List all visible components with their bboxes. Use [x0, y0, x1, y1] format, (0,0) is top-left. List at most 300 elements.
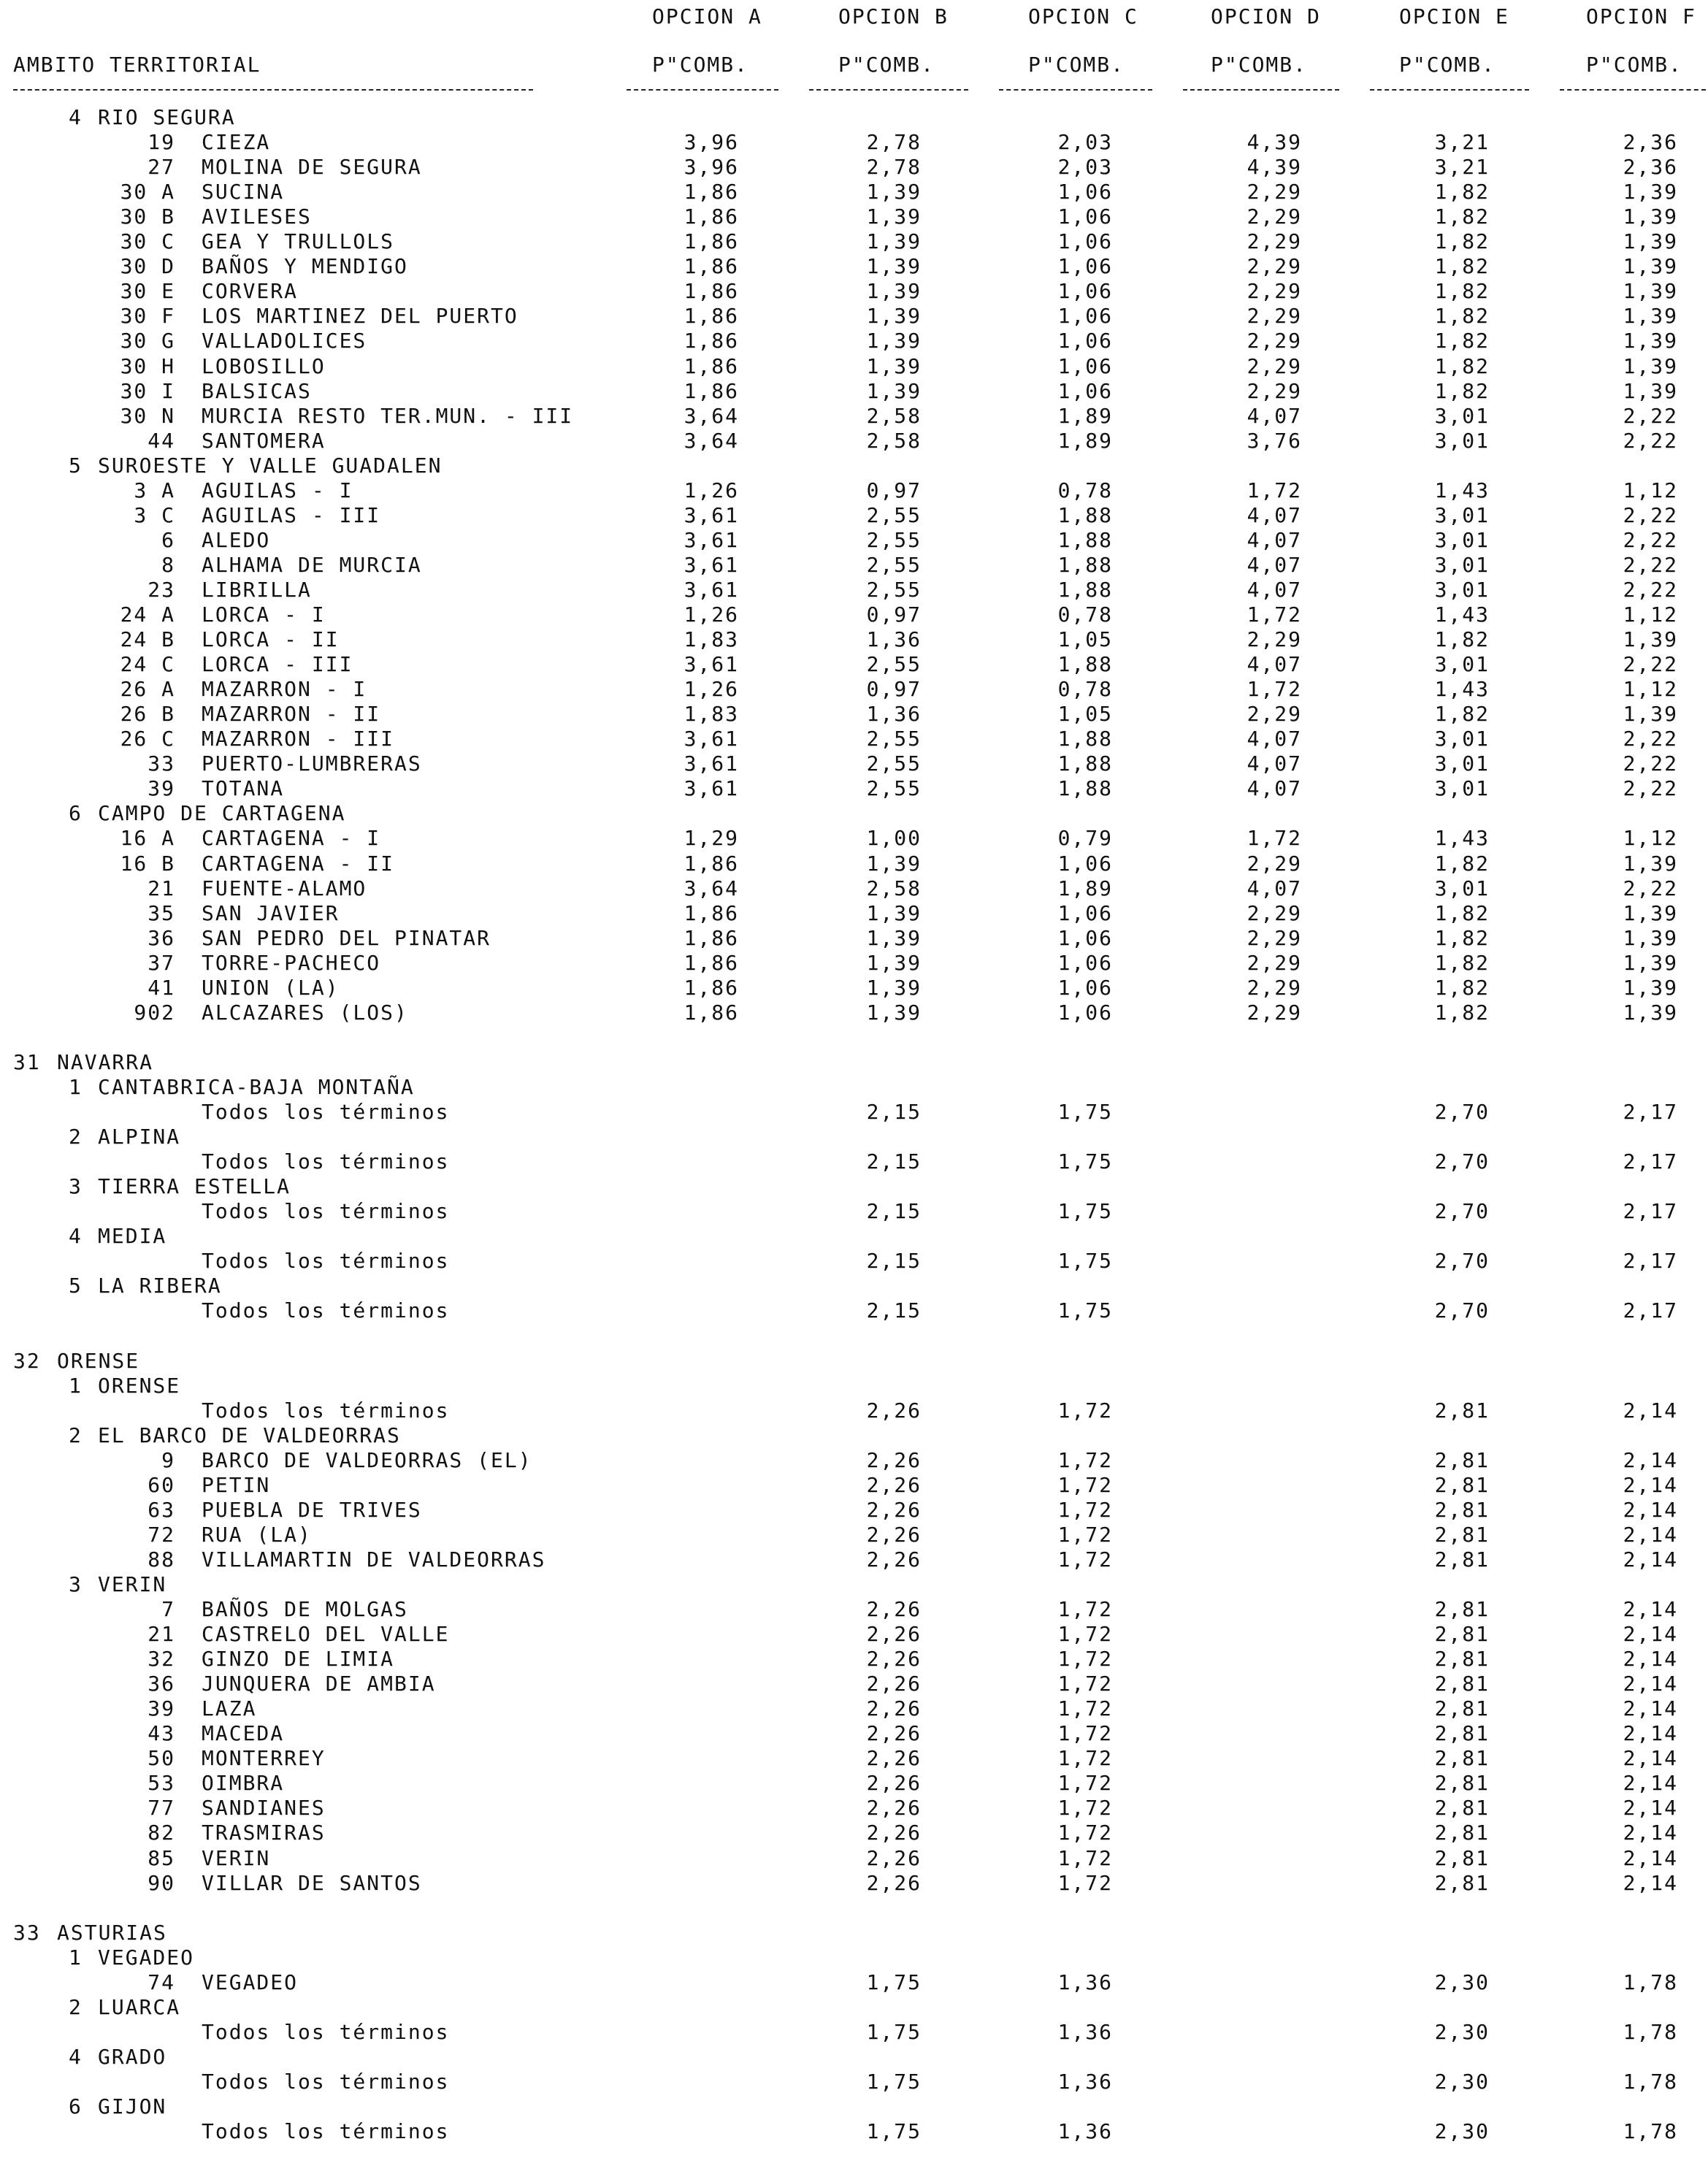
value-option-f: 1,39: [1623, 925, 1678, 950]
value-option-e: 1,82: [1434, 627, 1490, 652]
value-option-c: 0,78: [1057, 677, 1113, 702]
value-option-e: 1,82: [1434, 279, 1490, 304]
value-option-c: 1,88: [1057, 577, 1113, 602]
option-f-heading: OPCION F: [1586, 4, 1696, 28]
value-option-b: 1,39: [866, 1000, 922, 1025]
value-option-d: 4,07: [1246, 577, 1302, 602]
value-option-b: 2,55: [866, 751, 922, 776]
municipality-name: MAZARRON - I: [202, 677, 367, 702]
municipality-name: BARCO DE VALDEORRAS (EL): [202, 1447, 532, 1472]
comarca-name: EL BARCO DE VALDEORRAS: [98, 1423, 401, 1447]
value-option-a: 3,61: [683, 502, 739, 527]
value-option-a: 1,83: [683, 627, 739, 652]
municipality-code: 77: [148, 1796, 175, 1821]
value-option-c: 1,06: [1057, 1000, 1113, 1025]
municipality-name: LORCA - III: [202, 652, 353, 677]
value-option-f: 2,22: [1623, 727, 1678, 751]
municipality-code: 53: [148, 1771, 175, 1796]
value-option-b: 1,39: [866, 950, 922, 975]
value-option-c: 1,88: [1057, 502, 1113, 527]
option-c-heading: OPCION C: [1028, 4, 1138, 28]
value-option-c: 1,05: [1057, 702, 1113, 727]
municipality-name: ALCAZARES (LOS): [202, 1000, 408, 1025]
municipality-code: 90: [148, 1870, 175, 1895]
municipality-code: 21: [148, 876, 175, 900]
municipality-code: 24 C: [120, 652, 175, 677]
value-option-e: 1,43: [1434, 478, 1490, 502]
value-option-b: 1,36: [866, 702, 922, 727]
value-option-f: 2,14: [1623, 1870, 1678, 1895]
option-a-heading: OPCION A: [652, 4, 762, 28]
municipality-name: PUERTO-LUMBRERAS: [202, 751, 422, 776]
value-option-e: 2,81: [1434, 1771, 1490, 1796]
value-option-b: 2,15: [866, 1100, 922, 1124]
municipality-name: BALSICAS: [202, 378, 312, 403]
value-option-b: 1,36: [866, 627, 922, 652]
municipality-name: SAN JAVIER: [202, 900, 340, 925]
value-option-d: 4,39: [1246, 155, 1302, 180]
comarca-code: 4: [69, 105, 83, 129]
value-option-f: 1,39: [1623, 900, 1678, 925]
municipality-name: AGUILAS - III: [202, 502, 381, 527]
value-option-b: 2,55: [866, 727, 922, 751]
value-option-b: 2,26: [866, 1497, 922, 1522]
municipality-code: 30 D: [120, 254, 175, 279]
value-option-e: 2,70: [1434, 1100, 1490, 1124]
municipality-code: 8: [161, 552, 175, 577]
value-option-f: 2,14: [1623, 1746, 1678, 1771]
value-option-e: 3,01: [1434, 776, 1490, 801]
value-option-d: 2,29: [1246, 975, 1302, 1000]
municipality-name: PUEBLA DE TRIVES: [202, 1497, 422, 1522]
value-option-d: 4,07: [1246, 727, 1302, 751]
value-option-b: 1,39: [866, 204, 922, 229]
header-underline-b: [809, 89, 968, 91]
value-option-c: 1,06: [1057, 180, 1113, 204]
value-option-e: 2,70: [1434, 1149, 1490, 1174]
value-option-b: 1,75: [866, 1970, 922, 1994]
value-option-e: 2,81: [1434, 1672, 1490, 1696]
comarca-code: 1: [69, 1074, 83, 1099]
value-option-d: 4,07: [1246, 502, 1302, 527]
all-terms-label: Todos los términos: [202, 1249, 450, 1274]
comarca-code: 4: [69, 1224, 83, 1249]
value-option-f: 2,14: [1623, 1821, 1678, 1845]
value-option-b: 1,39: [866, 925, 922, 950]
province-code: 31: [13, 1049, 41, 1074]
value-option-f: 1,39: [1623, 353, 1678, 378]
municipality-name: ALHAMA DE MURCIA: [202, 552, 422, 577]
municipality-name: ALEDO: [202, 527, 271, 552]
value-option-b: 2,15: [866, 1199, 922, 1224]
value-option-b: 1,39: [866, 254, 922, 279]
province-name: ORENSE: [57, 1348, 140, 1373]
municipality-name: MURCIA RESTO TER.MUN. - III: [202, 403, 574, 428]
value-option-d: 4,07: [1246, 527, 1302, 552]
value-option-f: 2,14: [1623, 1472, 1678, 1497]
value-option-f: 2,22: [1623, 776, 1678, 801]
value-option-c: 1,88: [1057, 552, 1113, 577]
all-terms-label: Todos los términos: [202, 1199, 450, 1224]
value-option-a: 3,61: [683, 727, 739, 751]
comarca-code: 6: [69, 801, 83, 826]
value-option-b: 1,39: [866, 329, 922, 353]
value-option-c: 1,88: [1057, 727, 1113, 751]
value-option-b: 2,78: [866, 130, 922, 155]
municipality-code: 3 C: [134, 502, 175, 527]
value-option-b: 2,55: [866, 652, 922, 677]
value-option-d: 4,07: [1246, 776, 1302, 801]
value-option-e: 2,81: [1434, 1746, 1490, 1771]
value-option-c: 1,72: [1057, 1622, 1113, 1647]
comarca-code: 5: [69, 453, 83, 478]
value-option-f: 1,39: [1623, 950, 1678, 975]
all-terms-label: Todos los términos: [202, 2119, 450, 2144]
value-option-f: 2,17: [1623, 1249, 1678, 1274]
value-option-e: 2,30: [1434, 2119, 1490, 2144]
municipality-name: LORCA - I: [202, 602, 326, 627]
value-option-c: 1,75: [1057, 1100, 1113, 1124]
value-option-f: 2,14: [1623, 1796, 1678, 1821]
province-code: 32: [13, 1348, 41, 1373]
municipality-code: 43: [148, 1721, 175, 1746]
value-option-b: 1,39: [866, 304, 922, 329]
value-option-f: 2,14: [1623, 1721, 1678, 1746]
municipality-code: 6: [161, 527, 175, 552]
value-option-b: 1,75: [866, 2069, 922, 2094]
value-option-e: 1,82: [1434, 304, 1490, 329]
value-option-e: 3,01: [1434, 652, 1490, 677]
province-name: ASTURIAS: [57, 1920, 167, 1945]
value-option-e: 2,81: [1434, 1647, 1490, 1672]
municipality-code: 23: [148, 577, 175, 602]
value-option-c: 1,72: [1057, 1547, 1113, 1572]
comarca-code: 2: [69, 1125, 83, 1149]
value-option-b: 2,26: [866, 1771, 922, 1796]
value-option-b: 1,39: [866, 353, 922, 378]
value-option-f: 2,14: [1623, 1771, 1678, 1796]
value-option-b: 2,55: [866, 577, 922, 602]
value-option-e: 1,82: [1434, 329, 1490, 353]
municipality-code: 44: [148, 428, 175, 453]
municipality-name: UNION (LA): [202, 975, 340, 1000]
municipality-name: CARTAGENA - I: [202, 826, 381, 851]
comarca-name: LA RIBERA: [98, 1274, 222, 1298]
municipality-code: 82: [148, 1821, 175, 1845]
value-option-a: 1,86: [683, 378, 739, 403]
value-option-d: 4,07: [1246, 876, 1302, 900]
option-e-unit: P"COMB.: [1399, 53, 1496, 77]
municipality-code: 41: [148, 975, 175, 1000]
municipality-code: 88: [148, 1547, 175, 1572]
value-option-e: 3,01: [1434, 577, 1490, 602]
value-option-d: 2,29: [1246, 204, 1302, 229]
value-option-b: 2,26: [866, 1547, 922, 1572]
header-underline-c: [999, 89, 1152, 91]
value-option-d: 2,29: [1246, 304, 1302, 329]
province-name: NAVARRA: [57, 1049, 154, 1074]
option-b-heading: OPCION B: [838, 4, 949, 28]
municipality-name: LOBOSILLO: [202, 353, 326, 378]
municipality-name: MACEDA: [202, 1721, 285, 1746]
value-option-c: 1,72: [1057, 1672, 1113, 1696]
municipality-name: PETIN: [202, 1472, 271, 1497]
municipality-name: AVILESES: [202, 204, 312, 229]
municipality-name: TORRE-PACHECO: [202, 950, 381, 975]
value-option-c: 1,06: [1057, 925, 1113, 950]
municipality-name: CIEZA: [202, 130, 271, 155]
municipality-code: 37: [148, 950, 175, 975]
value-option-b: 2,26: [866, 1672, 922, 1696]
municipality-name: AGUILAS - I: [202, 478, 353, 502]
municipality-name: LAZA: [202, 1696, 257, 1721]
value-option-b: 2,55: [866, 552, 922, 577]
header-underline-d: [1183, 89, 1339, 91]
header-underline-f: [1560, 89, 1706, 91]
value-option-b: 1,39: [866, 975, 922, 1000]
value-option-d: 2,29: [1246, 627, 1302, 652]
header-underline-a: [627, 89, 778, 91]
value-option-e: 2,81: [1434, 1547, 1490, 1572]
value-option-a: 3,61: [683, 527, 739, 552]
all-terms-label: Todos los términos: [202, 1149, 450, 1174]
value-option-e: 3,01: [1434, 428, 1490, 453]
value-option-e: 1,43: [1434, 826, 1490, 851]
value-option-b: 2,78: [866, 155, 922, 180]
value-option-a: 1,26: [683, 602, 739, 627]
municipality-code: 3 A: [134, 478, 175, 502]
value-option-c: 1,06: [1057, 329, 1113, 353]
value-option-c: 0,78: [1057, 602, 1113, 627]
value-option-a: 3,61: [683, 577, 739, 602]
value-option-e: 3,01: [1434, 552, 1490, 577]
municipality-code: 16 A: [120, 826, 175, 851]
value-option-c: 1,06: [1057, 279, 1113, 304]
value-option-a: 1,86: [683, 279, 739, 304]
value-option-e: 3,01: [1434, 403, 1490, 428]
municipality-code: 30 N: [120, 403, 175, 428]
value-option-f: 1,39: [1623, 378, 1678, 403]
value-option-e: 2,81: [1434, 1845, 1490, 1870]
value-option-c: 1,06: [1057, 900, 1113, 925]
value-option-b: 2,15: [866, 1149, 922, 1174]
municipality-code: 36: [148, 925, 175, 950]
municipality-name: LORCA - II: [202, 627, 340, 652]
value-option-b: 1,39: [866, 378, 922, 403]
value-option-e: 1,82: [1434, 204, 1490, 229]
value-option-c: 1,72: [1057, 1522, 1113, 1547]
value-option-f: 2,17: [1623, 1298, 1678, 1323]
header-underline-e: [1370, 89, 1529, 91]
value-option-e: 1,82: [1434, 229, 1490, 254]
value-option-e: 2,30: [1434, 2069, 1490, 2094]
municipality-name: MOLINA DE SEGURA: [202, 155, 422, 180]
value-option-c: 1,72: [1057, 1398, 1113, 1423]
comarca-name: SUROESTE Y VALLE GUADALEN: [98, 453, 443, 478]
value-option-c: 2,03: [1057, 130, 1113, 155]
value-option-b: 2,26: [866, 1845, 922, 1870]
value-option-a: 1,86: [683, 254, 739, 279]
municipality-code: 30 A: [120, 180, 175, 204]
value-option-b: 2,58: [866, 403, 922, 428]
municipality-code: 30 I: [120, 378, 175, 403]
value-option-c: 1,75: [1057, 1298, 1113, 1323]
value-option-e: 1,82: [1434, 1000, 1490, 1025]
value-option-d: 4,07: [1246, 652, 1302, 677]
value-option-a: 3,64: [683, 876, 739, 900]
value-option-d: 2,29: [1246, 254, 1302, 279]
value-option-c: 1,72: [1057, 1721, 1113, 1746]
comarca-name: ALPINA: [98, 1125, 181, 1149]
value-option-d: 2,29: [1246, 279, 1302, 304]
all-terms-label: Todos los términos: [202, 1100, 450, 1124]
value-option-f: 1,12: [1623, 677, 1678, 702]
value-option-b: 2,26: [866, 1721, 922, 1746]
municipality-code: 30 F: [120, 304, 175, 329]
comarca-name: VERIN: [98, 1572, 167, 1596]
value-option-e: 1,82: [1434, 851, 1490, 876]
municipality-name: LOS MARTINEZ DEL PUERTO: [202, 304, 518, 329]
value-option-b: 2,26: [866, 1696, 922, 1721]
value-option-e: 2,81: [1434, 1721, 1490, 1746]
comarca-name: CAMPO DE CARTAGENA: [98, 801, 346, 826]
value-option-a: 3,61: [683, 751, 739, 776]
value-option-c: 1,72: [1057, 1597, 1113, 1621]
value-option-c: 1,06: [1057, 229, 1113, 254]
comarca-code: 2: [69, 1423, 83, 1447]
municipality-name: OIMBRA: [202, 1771, 285, 1796]
value-option-e: 3,01: [1434, 502, 1490, 527]
value-option-d: 2,29: [1246, 900, 1302, 925]
municipality-name: CASTRELO DEL VALLE: [202, 1622, 450, 1647]
municipality-name: BAÑOS DE MOLGAS: [202, 1597, 408, 1621]
municipality-code: 30 G: [120, 329, 175, 353]
value-option-d: 4,07: [1246, 403, 1302, 428]
value-option-b: 0,97: [866, 478, 922, 502]
value-option-c: 1,72: [1057, 1870, 1113, 1895]
value-option-f: 2,17: [1623, 1149, 1678, 1174]
value-option-a: 1,29: [683, 826, 739, 851]
value-option-f: 2,14: [1623, 1845, 1678, 1870]
municipality-code: 30 B: [120, 204, 175, 229]
value-option-c: 1,88: [1057, 527, 1113, 552]
value-option-d: 2,29: [1246, 353, 1302, 378]
option-f-unit: P"COMB.: [1586, 53, 1683, 77]
value-option-c: 1,72: [1057, 1845, 1113, 1870]
value-option-e: 1,82: [1434, 925, 1490, 950]
value-option-f: 2,22: [1623, 527, 1678, 552]
value-option-f: 1,39: [1623, 702, 1678, 727]
value-option-d: 2,29: [1246, 851, 1302, 876]
municipality-name: JUNQUERA DE AMBIA: [202, 1672, 436, 1696]
comarca-code: 6: [69, 2094, 83, 2118]
municipality-name: SAN PEDRO DEL PINATAR: [202, 925, 491, 950]
municipality-name: SUCINA: [202, 180, 285, 204]
municipality-name: VILLAR DE SANTOS: [202, 1870, 422, 1895]
comarca-code: 5: [69, 1274, 83, 1298]
value-option-a: 1,86: [683, 975, 739, 1000]
municipality-code: 26 B: [120, 702, 175, 727]
value-option-e: 2,81: [1434, 1522, 1490, 1547]
comarca-name: VEGADEO: [98, 1945, 195, 1970]
municipality-name: CARTAGENA - II: [202, 851, 395, 876]
all-terms-label: Todos los términos: [202, 2019, 450, 2044]
value-option-e: 1,82: [1434, 254, 1490, 279]
value-option-f: 2,14: [1623, 1447, 1678, 1472]
municipality-name: VALLADOLICES: [202, 329, 367, 353]
value-option-d: 2,29: [1246, 180, 1302, 204]
value-option-c: 1,89: [1057, 403, 1113, 428]
value-option-e: 2,70: [1434, 1249, 1490, 1274]
value-option-f: 2,22: [1623, 502, 1678, 527]
comarca-name: CANTABRICA-BAJA MONTAÑA: [98, 1074, 415, 1099]
value-option-a: 1,86: [683, 304, 739, 329]
municipality-code: 85: [148, 1845, 175, 1870]
municipality-name: VEGADEO: [202, 1970, 299, 1994]
value-option-c: 1,06: [1057, 254, 1113, 279]
value-option-f: 1,78: [1623, 1970, 1678, 1994]
value-option-e: 3,01: [1434, 727, 1490, 751]
value-option-d: 2,29: [1246, 925, 1302, 950]
value-option-c: 1,72: [1057, 1472, 1113, 1497]
municipality-name: VILLAMARTIN DE VALDEORRAS: [202, 1547, 546, 1572]
value-option-c: 1,75: [1057, 1149, 1113, 1174]
comarca-code: 4: [69, 2044, 83, 2069]
municipality-name: GEA Y TRULLOLS: [202, 229, 395, 254]
value-option-e: 3,21: [1434, 130, 1490, 155]
value-option-a: 3,61: [683, 652, 739, 677]
municipality-code: 30 H: [120, 353, 175, 378]
value-option-b: 2,26: [866, 1447, 922, 1472]
value-option-e: 1,82: [1434, 950, 1490, 975]
value-option-b: 2,26: [866, 1796, 922, 1821]
municipality-code: 63: [148, 1497, 175, 1522]
value-option-b: 0,97: [866, 677, 922, 702]
value-option-c: 1,36: [1057, 1970, 1113, 1994]
value-option-f: 2,22: [1623, 403, 1678, 428]
value-option-e: 2,81: [1434, 1622, 1490, 1647]
value-option-b: 1,39: [866, 900, 922, 925]
value-option-e: 2,81: [1434, 1696, 1490, 1721]
value-option-c: 1,05: [1057, 627, 1113, 652]
value-option-e: 3,01: [1434, 527, 1490, 552]
value-option-f: 2,14: [1623, 1398, 1678, 1423]
option-b-unit: P"COMB.: [838, 53, 935, 77]
value-option-b: 2,26: [866, 1472, 922, 1497]
municipality-name: FUENTE-ALAMO: [202, 876, 367, 900]
value-option-c: 1,88: [1057, 776, 1113, 801]
value-option-c: 0,78: [1057, 478, 1113, 502]
value-option-b: 2,55: [866, 527, 922, 552]
municipality-code: 36: [148, 1672, 175, 1696]
value-option-e: 3,21: [1434, 155, 1490, 180]
municipality-code: 30 E: [120, 279, 175, 304]
municipality-code: 39: [148, 776, 175, 801]
value-option-a: 1,86: [683, 353, 739, 378]
municipality-code: 19: [148, 130, 175, 155]
province-code: 33: [13, 1920, 41, 1945]
option-e-heading: OPCION E: [1399, 4, 1509, 28]
value-option-f: 2,14: [1623, 1647, 1678, 1672]
municipality-name: BAÑOS Y MENDIGO: [202, 254, 408, 279]
municipality-code: 72: [148, 1522, 175, 1547]
value-option-a: 3,96: [683, 155, 739, 180]
value-option-b: 2,58: [866, 428, 922, 453]
value-option-f: 1,39: [1623, 279, 1678, 304]
value-option-b: 2,26: [866, 1870, 922, 1895]
municipality-code: 60: [148, 1472, 175, 1497]
value-option-c: 1,72: [1057, 1497, 1113, 1522]
